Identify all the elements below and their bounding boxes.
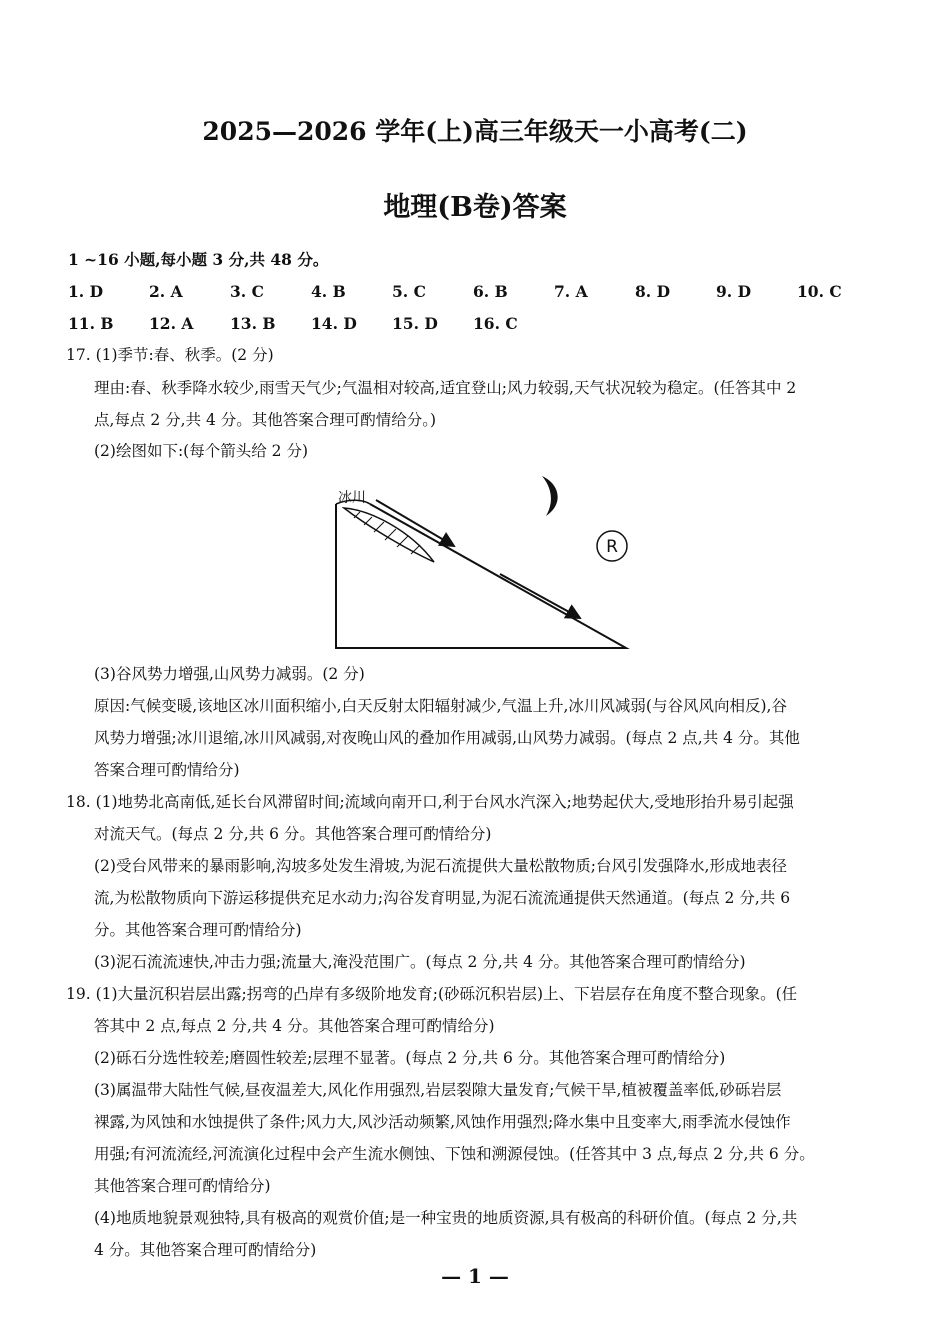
q19-part3-line1: (3)属温带大陆性气候,昼夜温差大,风化作用强烈,岩层裂隙大量发育;气候干旱,植被覆盖率低,砂砾岩层 (94, 1081, 782, 1099)
mountain-wind-arrow (500, 574, 580, 618)
q18-part2-line2: 流,为松散物质向下游运移提供充足水动力;沟谷发育明显,为泥石流流通提供天然通道。(每点 2 分,共 6 (94, 889, 791, 907)
mc-answer: 11. B (68, 314, 114, 333)
glacier-hatching (354, 512, 420, 554)
mc-answer: 5. C (392, 282, 426, 301)
mountain-slope (336, 504, 626, 648)
moon-icon (542, 476, 558, 516)
q17-reason-line2: 点,每点 2 分,共 4 分。其他答案合理可酌情给分。) (94, 411, 437, 429)
q17-part1: 17. (1)季节:春、秋季。(2 分) (66, 346, 274, 364)
q19-part3-line2: 裸露,为风蚀和水蚀提供了条件;风力大,风沙活动频繁,风蚀作用强烈;降水集中且变率大,雨季流水侵蚀作 (94, 1113, 791, 1131)
q18-part3: (3)泥石流流速快,冲击力强;流量大,淹没范围广。(每点 2 分,共 4 分。其他答案合理可酌情给分) (94, 953, 746, 971)
q17-part2: (2)绘图如下:(每个箭头给 2 分) (94, 442, 308, 460)
glacier-wind-diagram (330, 470, 640, 656)
mc-answer: 2. A (149, 282, 183, 301)
q19-part1-line2: 答其中 2 点,每点 2 分,共 4 分。其他答案合理可酌情给分) (94, 1017, 495, 1035)
mc-answer: 6. B (473, 282, 508, 301)
mc-answer: 12. A (149, 314, 194, 333)
mc-answer: 16. C (473, 314, 518, 333)
q17-part3: (3)谷风势力增强,山风势力减弱。(2 分) (94, 665, 365, 683)
q17-cause-line1: 原因:气候变暖,该地区冰川面积缩小,白天反射太阳辐射减少,气温上升,冰川风减弱(与谷风风向相反),谷 (94, 697, 787, 715)
mc-answer: 3. C (230, 282, 264, 301)
registered-mark (597, 531, 627, 561)
q18-part2-line3: 分。其他答案合理可酌情给分) (94, 921, 302, 939)
mc-intro: 1 ~16 小题,每小题 3 分,共 48 分。 (68, 250, 329, 269)
q18-part1-line1: 18. (1)地势北高南低,延长台风滞留时间;流域向南开口,利于台风水汽深入;地势起伏大,受地形抬升易引起强 (66, 793, 794, 811)
q19-part3-line4: 其他答案合理可酌情给分) (94, 1177, 271, 1195)
q17-cause-line2: 风势力增强;冰川退缩,冰川风减弱,对夜晚山风的叠加作用减弱,山风势力减弱。(每点 2 点,共 4 分。其他 (94, 729, 800, 747)
glacier-shape (344, 508, 434, 562)
q17-reason-line1: 理由:春、秋季降水较少,雨雪天气少;气温相对较高,适宜登山;风力较弱,天气状况较为稳定。(任答其中 2 (94, 379, 797, 397)
q19-part4-line2: 4 分。其他答案合理可酌情给分) (94, 1241, 317, 1259)
glacier-label: 冰川 (338, 490, 366, 506)
mc-answer: 4. B (311, 282, 346, 301)
exam-title: 2025—2026 学年(上)高三年级天一小高考(二) (202, 117, 748, 146)
answer-subtitle: 地理(B卷)答案 (383, 192, 567, 223)
mc-answer: 13. B (230, 314, 276, 333)
q19-part2: (2)砾石分选性较差;磨圆性较差;层理不显著。(每点 2 分,共 6 分。其他答案合理可酌情给分) (94, 1049, 726, 1067)
q19-part3-line3: 用强;有河流流经,河流演化过程中会产生流水侧蚀、下蚀和溯源侵蚀。(任答其中 3 点,每点 2 分,共 6 分。 (94, 1145, 815, 1163)
q18-part2-line1: (2)受台风带来的暴雨影响,沟坡多处发生滑坡,为泥石流提供大量松散物质;台风引发强降水,形成地表径 (94, 857, 787, 875)
page-number: — 1 — (441, 1264, 509, 1288)
mc-answer: 15. D (392, 314, 438, 333)
mc-answer: 1. D (68, 282, 104, 301)
mc-answer: 14. D (311, 314, 357, 333)
mc-answer: 10. C (797, 282, 842, 301)
mc-answer: 8. D (635, 282, 671, 301)
mc-answer: 9. D (716, 282, 752, 301)
q19-part4-line1: (4)地质地貌景观独特,具有极高的观赏价值;是一种宝贵的地质资源,具有极高的科研价值。(每点 2 分,共 (94, 1209, 798, 1227)
q17-cause-line3: 答案合理可酌情给分) (94, 761, 240, 779)
mc-answer: 7. A (554, 282, 588, 301)
q19-part1-line1: 19. (1)大量沉积岩层出露;拐弯的凸岸有多级阶地发育;(砂砾沉积岩层)上、下岩层存在角度不整合现象。(任 (66, 985, 798, 1003)
registered-mark-letter: R (606, 537, 618, 557)
q18-part1-line2: 对流天气。(每点 2 分,共 6 分。其他答案合理可酌情给分) (94, 825, 492, 843)
